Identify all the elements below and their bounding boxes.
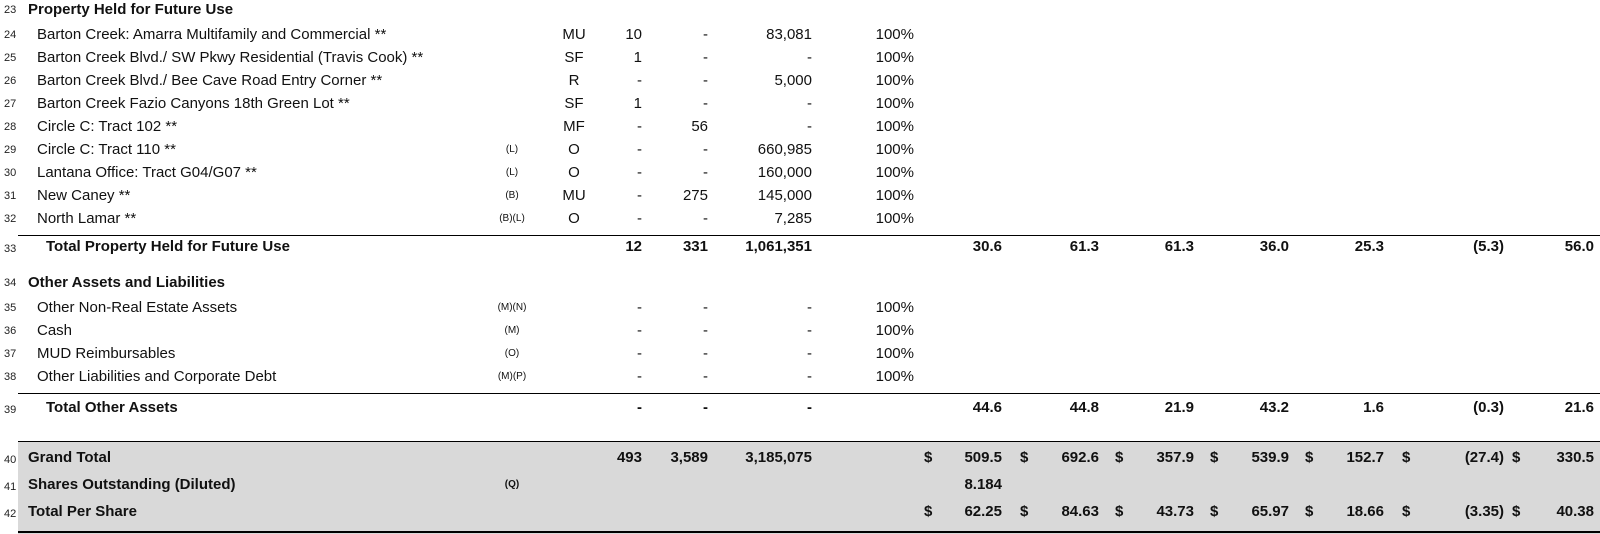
footnote-ref: (L) bbox=[505, 144, 519, 155]
cell-v3: 5,000 bbox=[774, 72, 812, 89]
value-col-2: 61.3 bbox=[1069, 238, 1099, 255]
cell-pct: 100% bbox=[875, 141, 914, 158]
cell-v2: - bbox=[703, 299, 708, 316]
table-row bbox=[0, 92, 1600, 115]
value-col-2: 692.6 bbox=[1061, 449, 1099, 466]
table-row bbox=[0, 46, 1600, 69]
asset-name: Other Liabilities and Corporate Debt bbox=[37, 368, 277, 385]
cell-v3: - bbox=[807, 49, 812, 66]
value-col-1: 62.25 bbox=[964, 503, 1002, 520]
footnote-ref bbox=[482, 46, 542, 69]
grand-total-rule bbox=[18, 441, 1600, 442]
cell-v2: 275 bbox=[682, 187, 708, 204]
cell-v3: - bbox=[807, 368, 812, 385]
cell-v2: 3,589 bbox=[670, 449, 708, 466]
row-number: 33 bbox=[4, 243, 17, 255]
property-type: O bbox=[568, 210, 580, 227]
value-col-7: 56.0 bbox=[1564, 238, 1594, 255]
cell-v1: 1 bbox=[633, 95, 642, 112]
currency-symbol: $ bbox=[924, 503, 933, 520]
row-number: 40 bbox=[4, 454, 17, 466]
property-name: Barton Creek Blvd./ Bee Cave Road Entry Corner ** bbox=[37, 72, 383, 89]
cell-v1: - bbox=[637, 368, 642, 385]
cell-v3: 1,061,351 bbox=[745, 238, 812, 255]
value-col-4: 36.0 bbox=[1259, 238, 1289, 255]
row-number: 23 bbox=[4, 4, 17, 16]
property-type: SF bbox=[564, 49, 584, 66]
footnote-ref bbox=[482, 69, 542, 92]
currency-symbol: $ bbox=[1305, 503, 1314, 520]
footnote-ref: (B) bbox=[505, 190, 519, 201]
value-col-6: (27.4) bbox=[1464, 449, 1504, 466]
value-col-1: 509.5 bbox=[964, 449, 1002, 466]
cell-v1: - bbox=[637, 210, 642, 227]
cell-v1: - bbox=[637, 399, 642, 416]
property-type: MU bbox=[562, 187, 586, 204]
cell-v3: - bbox=[807, 322, 812, 339]
cell-pct: 100% bbox=[875, 164, 914, 181]
cell-v3: - bbox=[807, 299, 812, 316]
shares-outstanding-row bbox=[0, 473, 1600, 496]
footnote-ref: (L) bbox=[505, 167, 519, 178]
currency-symbol: $ bbox=[924, 449, 933, 466]
asset-name: Cash bbox=[37, 322, 73, 339]
currency-symbol: $ bbox=[1402, 503, 1411, 520]
shares-value: 8.184 bbox=[964, 476, 1002, 493]
value-col-6: (5.3) bbox=[1473, 238, 1504, 255]
currency-symbol: $ bbox=[1020, 449, 1029, 466]
total-row-property bbox=[0, 235, 1600, 258]
cell-v2: - bbox=[703, 322, 708, 339]
cell-v1: - bbox=[637, 72, 642, 89]
per-share-row bbox=[0, 500, 1600, 523]
row-number: 39 bbox=[4, 404, 17, 416]
value-col-3: 43.73 bbox=[1156, 503, 1194, 520]
value-col-1: 44.6 bbox=[972, 399, 1002, 416]
row-number: 30 bbox=[4, 167, 17, 179]
value-col-7: 330.5 bbox=[1556, 449, 1594, 466]
cell-pct: 100% bbox=[875, 95, 914, 112]
row-number: 41 bbox=[4, 481, 17, 493]
cell-v1: 10 bbox=[625, 26, 642, 43]
cell-v3: - bbox=[807, 345, 812, 362]
property-type: O bbox=[568, 164, 580, 181]
cell-v2: - bbox=[703, 141, 708, 158]
footnote-ref bbox=[482, 115, 542, 138]
currency-symbol: $ bbox=[1512, 449, 1521, 466]
row-number: 35 bbox=[4, 302, 17, 314]
table-row bbox=[0, 296, 1600, 319]
cell-v2: 56 bbox=[691, 118, 708, 135]
cell-v3: 83,081 bbox=[766, 26, 812, 43]
table-row bbox=[0, 69, 1600, 92]
row-number: 42 bbox=[4, 508, 17, 520]
total-rule bbox=[18, 393, 1600, 394]
table-row bbox=[0, 342, 1600, 365]
value-col-7: 21.6 bbox=[1564, 399, 1594, 416]
cell-v3: 145,000 bbox=[757, 187, 812, 204]
cell-pct: 100% bbox=[875, 345, 914, 362]
cell-pct: 100% bbox=[875, 72, 914, 89]
value-col-5: 18.66 bbox=[1346, 503, 1384, 520]
table-row bbox=[0, 319, 1600, 342]
value-col-4: 65.97 bbox=[1251, 503, 1289, 520]
value-col-5: 1.6 bbox=[1363, 399, 1384, 416]
cell-v3: 660,985 bbox=[757, 141, 812, 158]
cell-v3: 3,185,075 bbox=[745, 449, 812, 466]
row-number: 32 bbox=[4, 213, 17, 225]
total-label: Total Other Assets bbox=[46, 399, 178, 416]
currency-symbol: $ bbox=[1115, 503, 1124, 520]
value-col-5: 25.3 bbox=[1354, 238, 1384, 255]
table-row bbox=[0, 184, 1600, 207]
table-row bbox=[0, 115, 1600, 138]
cell-pct: 100% bbox=[875, 322, 914, 339]
cell-v1: 12 bbox=[625, 238, 642, 255]
grand-total-row bbox=[0, 446, 1600, 469]
cell-v1: - bbox=[637, 345, 642, 362]
cell-v2: - bbox=[703, 26, 708, 43]
property-type: MU bbox=[562, 26, 586, 43]
property-type: R bbox=[568, 72, 580, 89]
footnote-ref: (B)(L) bbox=[499, 213, 525, 224]
value-col-2: 84.63 bbox=[1061, 503, 1099, 520]
cell-v2: - bbox=[703, 72, 708, 89]
cell-v1: - bbox=[637, 118, 642, 135]
cell-v2: - bbox=[703, 210, 708, 227]
row-number: 26 bbox=[4, 75, 17, 87]
property-name: Lantana Office: Tract G04/G07 ** bbox=[37, 164, 257, 181]
cell-pct: 100% bbox=[875, 26, 914, 43]
property-name: Barton Creek Blvd./ SW Pkwy Residential (Travis Cook) ** bbox=[37, 49, 424, 66]
property-name: Barton Creek: Amarra Multifamily and Commercial ** bbox=[37, 26, 387, 43]
cell-pct: 100% bbox=[875, 118, 914, 135]
value-col-2: 44.8 bbox=[1069, 399, 1099, 416]
value-col-6: (3.35) bbox=[1464, 503, 1504, 520]
row-number: 31 bbox=[4, 190, 17, 202]
cell-v3: - bbox=[807, 118, 812, 135]
asset-name: MUD Reimbursables bbox=[37, 345, 176, 362]
section-header-property bbox=[0, 0, 1600, 21]
currency-symbol: $ bbox=[1115, 449, 1124, 466]
cell-pct: 100% bbox=[875, 49, 914, 66]
table-row bbox=[0, 138, 1600, 161]
property-name: Circle C: Tract 102 ** bbox=[37, 118, 178, 135]
cell-v3: 7,285 bbox=[774, 210, 812, 227]
cell-v1: - bbox=[637, 187, 642, 204]
section-title: Other Assets and Liabilities bbox=[28, 274, 225, 291]
cell-v1: - bbox=[637, 164, 642, 181]
cell-v1: - bbox=[637, 141, 642, 158]
row-number: 27 bbox=[4, 98, 17, 110]
property-type: MF bbox=[563, 118, 585, 135]
value-col-1: 30.6 bbox=[972, 238, 1002, 255]
cell-v2: - bbox=[703, 399, 708, 416]
row-number: 29 bbox=[4, 144, 17, 156]
currency-symbol: $ bbox=[1305, 449, 1314, 466]
cell-v3: - bbox=[807, 95, 812, 112]
value-col-3: 357.9 bbox=[1156, 449, 1194, 466]
cell-v2: 331 bbox=[682, 238, 708, 255]
footnote-ref bbox=[482, 23, 542, 46]
value-col-3: 21.9 bbox=[1164, 399, 1194, 416]
row-number: 24 bbox=[4, 29, 17, 41]
cell-v1: 493 bbox=[616, 449, 642, 466]
grand-total-label: Grand Total bbox=[28, 449, 112, 466]
row-number: 38 bbox=[4, 371, 17, 383]
total-label: Total Property Held for Future Use bbox=[46, 238, 290, 255]
shares-label: Shares Outstanding (Diluted) bbox=[28, 476, 236, 493]
currency-symbol: $ bbox=[1512, 503, 1521, 520]
row-number: 34 bbox=[4, 277, 17, 289]
table-row bbox=[0, 365, 1600, 388]
section-title: Property Held for Future Use bbox=[28, 1, 234, 18]
cell-v3: - bbox=[807, 399, 812, 416]
cell-v2: - bbox=[703, 164, 708, 181]
property-name: Circle C: Tract 110 ** bbox=[37, 141, 176, 158]
currency-symbol: $ bbox=[1210, 449, 1219, 466]
cell-v2: - bbox=[703, 49, 708, 66]
value-col-4: 539.9 bbox=[1251, 449, 1289, 466]
value-col-7: 40.38 bbox=[1556, 503, 1594, 520]
currency-symbol: $ bbox=[1402, 449, 1411, 466]
property-name: Barton Creek Fazio Canyons 18th Green Lot ** bbox=[37, 95, 350, 112]
table-row bbox=[0, 161, 1600, 184]
per-share-label: Total Per Share bbox=[28, 503, 137, 520]
cell-pct: 100% bbox=[875, 299, 914, 316]
footnote-ref bbox=[482, 92, 542, 115]
value-col-4: 43.2 bbox=[1259, 399, 1289, 416]
currency-symbol: $ bbox=[1020, 503, 1029, 520]
cell-pct: 100% bbox=[875, 187, 914, 204]
cell-v1: 1 bbox=[633, 49, 642, 66]
value-col-3: 61.3 bbox=[1164, 238, 1194, 255]
footnote-ref: (M) bbox=[504, 325, 520, 336]
cell-v2: - bbox=[703, 368, 708, 385]
currency-symbol: $ bbox=[1210, 503, 1219, 520]
cell-pct: 100% bbox=[875, 210, 914, 227]
value-col-5: 152.7 bbox=[1346, 449, 1384, 466]
footnote-ref: (M)(N) bbox=[497, 302, 527, 313]
cell-v1: - bbox=[637, 299, 642, 316]
section-header-other bbox=[0, 271, 1600, 294]
row-number: 36 bbox=[4, 325, 17, 337]
property-name: New Caney ** bbox=[37, 187, 131, 204]
property-name: North Lamar ** bbox=[37, 210, 137, 227]
cell-v2: - bbox=[703, 345, 708, 362]
cell-pct: 100% bbox=[875, 368, 914, 385]
footnote-ref: (Q) bbox=[504, 479, 520, 490]
asset-name: Other Non-Real Estate Assets bbox=[37, 299, 238, 316]
property-type: SF bbox=[564, 95, 584, 112]
bottom-rule bbox=[18, 531, 1600, 533]
value-col-6: (0.3) bbox=[1473, 399, 1504, 416]
table-row bbox=[0, 23, 1600, 46]
row-number: 28 bbox=[4, 121, 17, 133]
table-row bbox=[0, 207, 1600, 230]
footnote-ref: (M)(P) bbox=[497, 371, 527, 382]
cell-v3: 160,000 bbox=[757, 164, 812, 181]
footnote-ref: (O) bbox=[504, 348, 520, 359]
total-row-other bbox=[0, 396, 1600, 419]
row-number: 37 bbox=[4, 348, 17, 360]
cell-v2: - bbox=[703, 95, 708, 112]
row-number: 25 bbox=[4, 52, 17, 64]
property-type: O bbox=[568, 141, 580, 158]
cell-v1: - bbox=[637, 322, 642, 339]
